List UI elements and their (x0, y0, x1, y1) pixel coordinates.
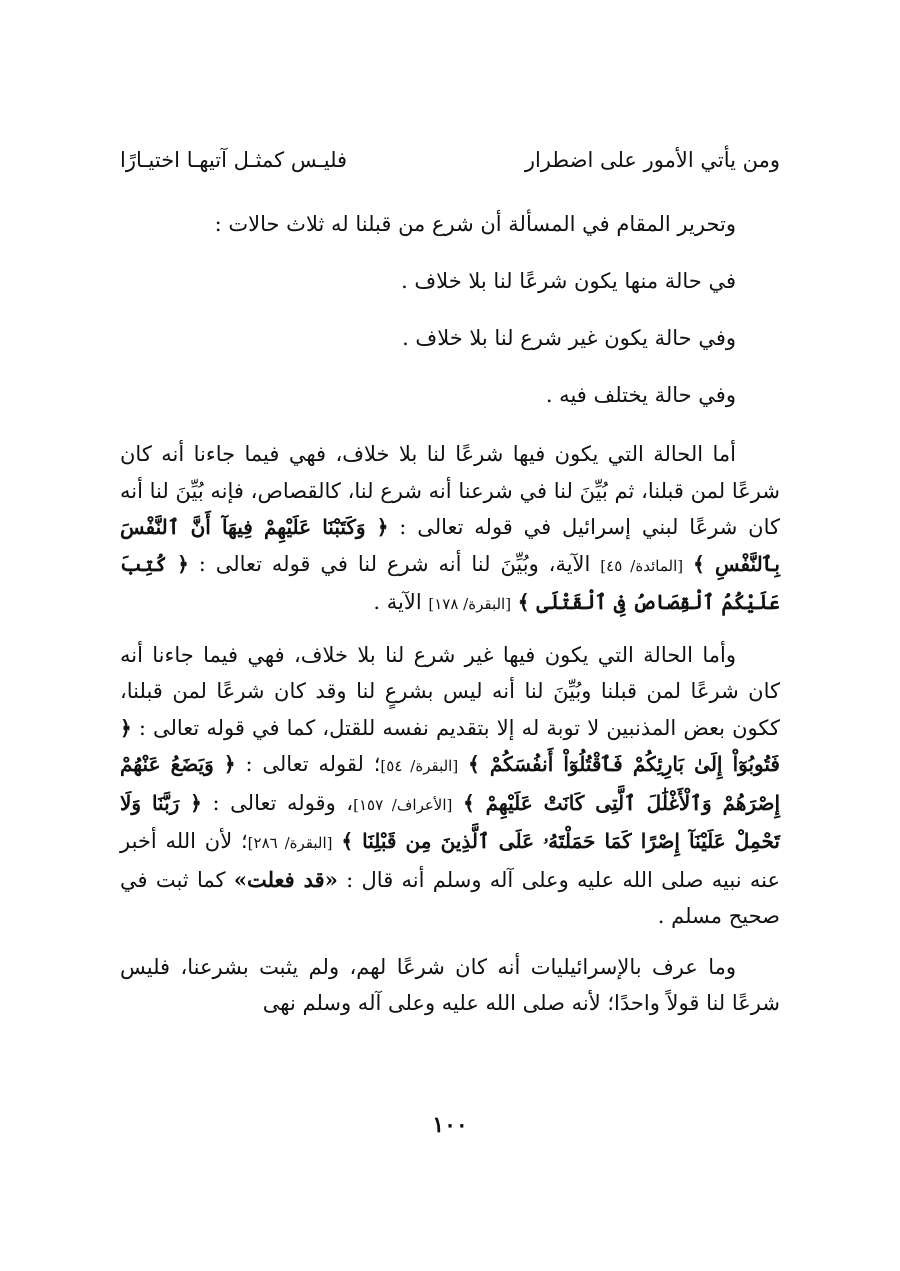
verse-reference: [البقرة/ ٥٤] (380, 757, 459, 775)
verse-second-hemistich: فليـس كمثـل آتيهـا اختيـارًا (120, 148, 348, 172)
verse-reference: [الأعراف/ ١٥٧] (353, 795, 453, 814)
case-3: وفي حالة يختلف فيه . (545, 383, 736, 407)
case-1: في حالة منها يكون شرعًا لنا بلا خلاف . (401, 269, 736, 293)
paragraph-second-case (120, 637, 780, 935)
text: ؛ لقوله تعالى : (245, 752, 381, 776)
verse-first-hemistich: ومن يأتي الأمور على اضطرار (524, 148, 780, 172)
quran-quote: ﴿ رَبَّنَا وَلَا تَحْمِلْ عَلَيْنَآ إِصْرًا كَمَا حَمَلْتَهُۥ عَلَى ٱلَّذِينَ مِن قَبْلِنَا ﴾ (120, 790, 780, 853)
text: ؛ لأن الله أخبر عنه نبيه صلى الله عليه وعلى آله وسلم أنه قال : (120, 829, 780, 892)
intro-line: وتحرير المقام في المسألة أن شرع من قبلنا له ثلاث حالات : (214, 212, 736, 236)
text: كما ثبت في صحيح مسلم . (120, 867, 780, 928)
text: الآية، وبُيِّنَ لنا أنه شرع لنا في قوله تعالى : (198, 551, 591, 576)
quran-quote: ﴿ كُتِبَ عَلَيْكُمُ ٱلْقِصَاصُ فِى ٱلْقَتْلَى ﴾ (120, 551, 780, 614)
verse-reference: [البقرة/ ١٧٨] (428, 595, 512, 613)
quran-quote: ﴿ وَكَتَبْنَا عَلَيْهِمْ فِيهَآ أَنَّ ٱلنَّفْسَ بِٱلنَّفْسِ ﴾ (120, 515, 780, 576)
paragraph-israiliyyat: وما عرف بالإسرائيليات أنه كان شرعًا لهم، ولم يثبت بشرعنا، فليس شرعًا لنا قولاً واحدًا؛ لأنه صلى الله عليه وعلى آله وسلم نهى (120, 954, 780, 1015)
quran-quote: ﴿ فَتُوبُوٓاْ إِلَىٰ بَارِئِكُمْ فَٱقْتُلُوٓاْ أَنفُسَكُمْ ﴾ (120, 715, 780, 776)
text: أما الحالة التي يكون فيها شرعًا لنا بلا خلاف، فهي فيما جاءنا أنه كان شرعًا لمن قبلنا، ثم بُيِّنَ لنا في شرعنا أنه شرع لنا، كالقصاص، فإنه بُيِّنَ لنا أنه كان شرعًا لبني إسرائيل في قوله تعالى : (120, 442, 780, 539)
verse-reference: [المائدة/ ٤٥] (600, 556, 684, 575)
poetry-verse (120, 138, 780, 182)
text: الآية . (373, 590, 422, 614)
text: وأما الحالة التي يكون فيها غير شرع لنا بلا خلاف، فهي فيما جاءنا أنه كان شرعًا لمن قبلنا وبُيِّنَ لنا أنه ليس بشرعٍ لنا وقد كان شرعًا لمن قبلنا، ككون بعض المذنبين لا توبة له إلا بتقديم نفسه للقتل، كما في قوله تعالى : (120, 642, 780, 740)
page-body (120, 138, 780, 1036)
case-2: وفي حالة يكون غير شرع لنا بلا خلاف . (402, 326, 736, 350)
text: ، وقوله تعالى : (212, 790, 354, 815)
verse-reference: [البقرة/ ٢٨٦] (247, 834, 333, 852)
hadith-quote: «قد فعلت» (233, 866, 338, 892)
quran-quote: ﴿ وَيَضَعُ عَنْهُمْ إِصْرَهُمْ وَٱلْأَغْلَٰلَ ٱلَّتِى كَانَتْ عَلَيْهِمْ ﴾ (120, 752, 780, 815)
page-number: ١٠٠ (432, 1112, 468, 1138)
paragraph-first-case (120, 436, 780, 623)
